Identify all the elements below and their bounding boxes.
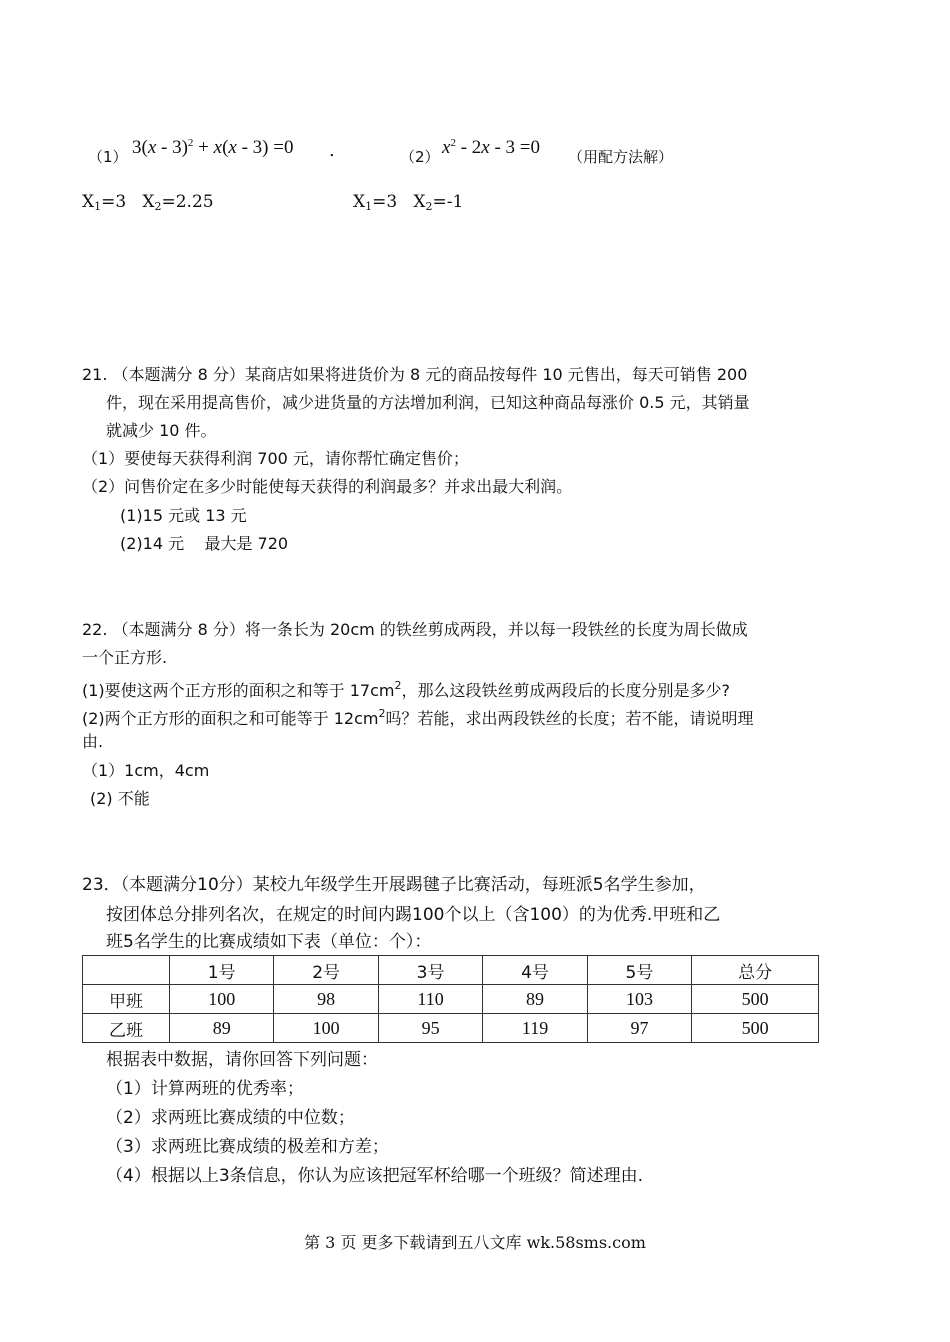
table-cell: 110 <box>378 985 482 1014</box>
q23-line-1: 23．（本题满分10分）某校九年级学生开展踢毽子比赛活动，每班派5名学生参加， <box>82 875 706 895</box>
q22-part-1: (1)要使这两个正方形的面积之和等于 $17cm^2$，那么这段铁丝剪成两段后的长度分别是多少? <box>82 679 730 700</box>
q21-line-3: 就减少 10 件。 <box>106 421 217 440</box>
table-row <box>83 1014 819 1043</box>
q23-line-3: 班5名学生的比赛成绩如下表（单位：个）： <box>106 932 432 952</box>
q21-line-1: 21. （本题满分 8 分）某商店如果将进货价为 8 元的商品按每件 10 元售出，每天可销售 200 <box>82 365 748 384</box>
q23-item-1: （1）计算两班的优秀率； <box>106 1079 304 1099</box>
table-cell: 119 <box>483 1014 587 1043</box>
q21-part-1: （1）要使每天获得利润 700 元，请你帮忙确定售价； <box>82 449 469 468</box>
q20-part2-note: （用配方法解） <box>568 148 674 166</box>
q23-item-3: （3）求两班比赛成绩的极差和方差； <box>106 1137 389 1157</box>
q20-equation-1: 3(x - 3)$^2$ + x(x - 3) =0 <box>132 137 294 158</box>
table-header-cell: 4号 <box>483 956 587 985</box>
table-header-cell: 5号 <box>587 956 691 985</box>
q22-answer-1: （1）1cm，4cm <box>82 761 210 780</box>
score-table <box>82 955 819 1043</box>
table-row <box>83 985 819 1014</box>
table-header-row <box>83 956 819 985</box>
q22-line-2: 一个正方形. <box>82 648 168 667</box>
table-header-cell: 3号 <box>378 956 482 985</box>
table-cell: 甲班 <box>83 985 170 1014</box>
table-cell: 98 <box>274 985 378 1014</box>
table-cell: 100 <box>274 1014 378 1043</box>
table-cell: 89 <box>483 985 587 1014</box>
q22-line-1: 22. （本题满分 8 分）将一条长为 20cm 的铁丝剪成两段，并以每一段铁丝的长度为周长做成 <box>82 620 748 639</box>
table-header-cell: 2号 <box>274 956 378 985</box>
q22-part-2-cont: 由. <box>82 732 104 751</box>
table-header-cell: 1号 <box>170 956 274 985</box>
q20-answer-1: $X_1=3$ $X_2=2.25$ <box>82 192 214 213</box>
q21-part-2: （2）问售价定在多少时能使每天获得的利润最多？并求出最大利润。 <box>82 477 573 496</box>
table-cell: 97 <box>587 1014 691 1043</box>
page-footer: 第 3 页 更多下载请到五八文库 wk.58sms.com <box>304 1233 646 1252</box>
q20-equation-2: $x^2 - 2x - 3 =0$ <box>442 137 540 158</box>
q21-line-2: 件，现在采用提高售价，减少进货量的方法增加利润，已知这种商品每涨价 0.5 元，其销量 <box>106 393 750 412</box>
table-cell: 103 <box>587 985 691 1014</box>
q23-intro: 根据表中数据，请你回答下列问题： <box>106 1050 378 1070</box>
table-cell: 100 <box>170 985 274 1014</box>
q20-answer-2: $X_1=3$ $X_2=-1$ <box>353 192 464 213</box>
table-cell: 500 <box>692 985 819 1014</box>
table-cell: 500 <box>692 1014 819 1043</box>
table-cell: 89 <box>170 1014 274 1043</box>
q23-item-2: （2）求两班比赛成绩的中位数； <box>106 1108 355 1128</box>
q22-answer-2: (2) 不能 <box>90 789 150 808</box>
table-cell: 乙班 <box>83 1014 170 1043</box>
q20-dot: . <box>329 140 335 161</box>
q22-part-2: (2)两个正方形的面积之和可能等于 $12cm^2$吗？若能，求出两段铁丝的长度；若不能，请说明理 <box>82 707 754 728</box>
table-cell: 95 <box>378 1014 482 1043</box>
q20-part1-label: （1） <box>88 148 128 166</box>
table-header-cell <box>83 956 170 985</box>
table-header-cell: 总分 <box>692 956 819 985</box>
q21-answer-2: (2)14 元 最大是 720 <box>120 534 289 553</box>
q23-line-2: 按团体总分排列名次，在规定的时间内踢100个以上（含100）的为优秀.甲班和乙 <box>106 905 721 925</box>
q20-part2-label: （2） <box>400 148 440 166</box>
q21-answer-1: (1)15 元或 13 元 <box>120 506 247 525</box>
q23-item-4: （4）根据以上3条信息，你认为应该把冠军杯给哪一个班级？简述理由. <box>106 1166 644 1186</box>
